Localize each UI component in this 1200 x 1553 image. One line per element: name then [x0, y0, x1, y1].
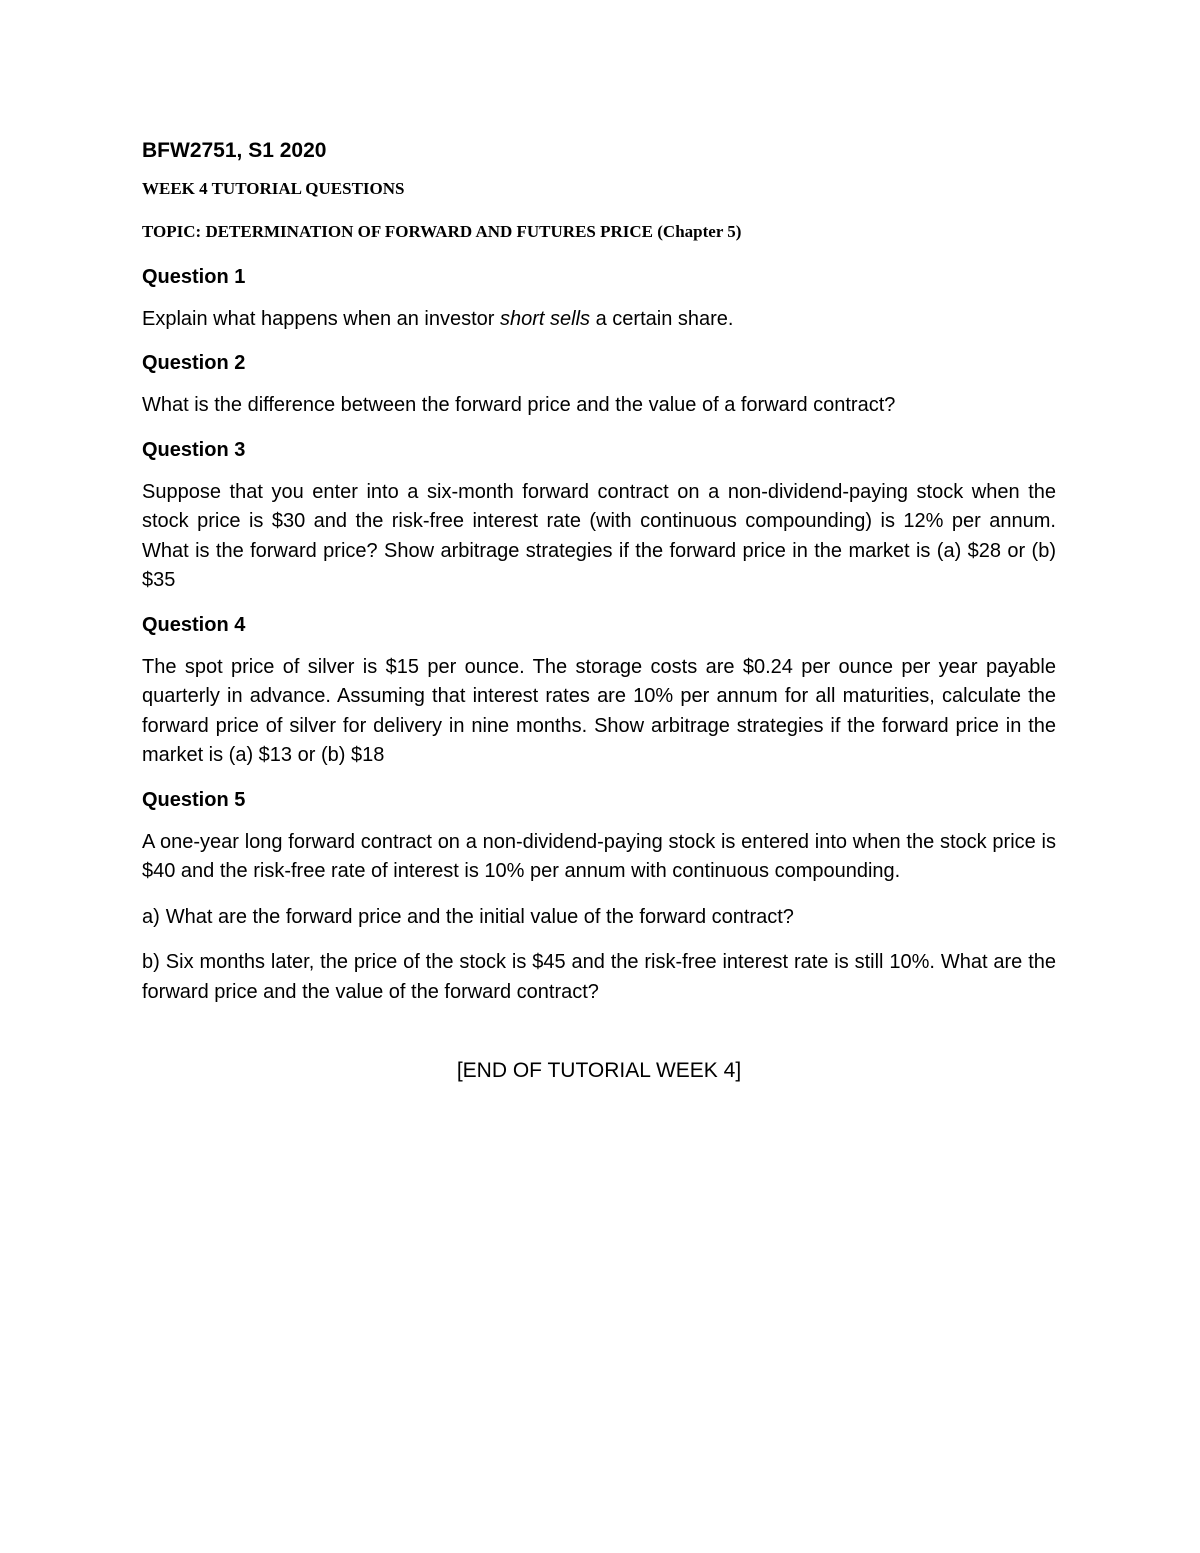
question-1-text-start: Explain what happens when an investor [142, 307, 501, 330]
question-3-title: Question 3 [142, 438, 246, 461]
topic-title: TOPIC: DETERMINATION OF FORWARD AND FUTURES PRICE (Chapter 5) [142, 221, 742, 241]
week-title: WEEK 4 TUTORIAL QUESTIONS [142, 179, 405, 199]
question-1-text-end: a certain share. [590, 307, 734, 330]
part-b-label: b) [142, 951, 160, 974]
question-5-text: A one-year long forward contract on a non-dividend-paying stock is entered into when the stock price is $40 and the risk-free rate of interest is 10% per annum with continuous compounding. [142, 830, 1056, 883]
question-1-title: Question 1 [142, 265, 246, 288]
question-5-title: Question 5 [142, 788, 246, 811]
question-5-part-b [142, 948, 1056, 1007]
question-5-part-a [142, 903, 1056, 933]
question-1-emphasis: short sells [500, 307, 591, 330]
question-3-text: Suppose that you enter into a six-month forward contract on a non-dividend-paying stock when the stock price is $30 and the risk-free interest rate (with continuous compounding) is 12% per annum. What is the forward price? Show arbitrage strategies if the forward price in the market is (a) $28 or (b) $35 [142, 480, 1056, 592]
question-4-text: The spot price of silver is $15 per ounce. The storage costs are $0.24 per ounce per year payable quarterly in advance. Assuming that interest rates are 10% per annum for all maturities, calculate the forward price of silver for delivery in nine months. Show arbitrage strategies if the forward price in the market is (a) $13 or (b) $18 [142, 655, 1056, 767]
part-a-label: a) [142, 905, 160, 928]
document-page [142, 138, 1056, 1083]
course-code: BFW2751, S1 2020 [142, 139, 327, 162]
question-4-title: Question 4 [142, 613, 246, 636]
end-of-tutorial-note: [END OF TUTORIAL WEEK 4] [456, 1059, 742, 1083]
question-2-title: Question 2 [142, 352, 246, 375]
part-b-text: Six months later, the price of the stock is $45 and the risk-free interest rate is still 10%. What are the forward price and the value of the forward contract? [142, 951, 1056, 1003]
question-1-text [142, 305, 1056, 335]
question-2-text: What is the difference between the forward price and the value of a forward contract? [142, 394, 896, 417]
part-a-text: What are the forward price and the initial value of the forward contract? [165, 905, 794, 928]
